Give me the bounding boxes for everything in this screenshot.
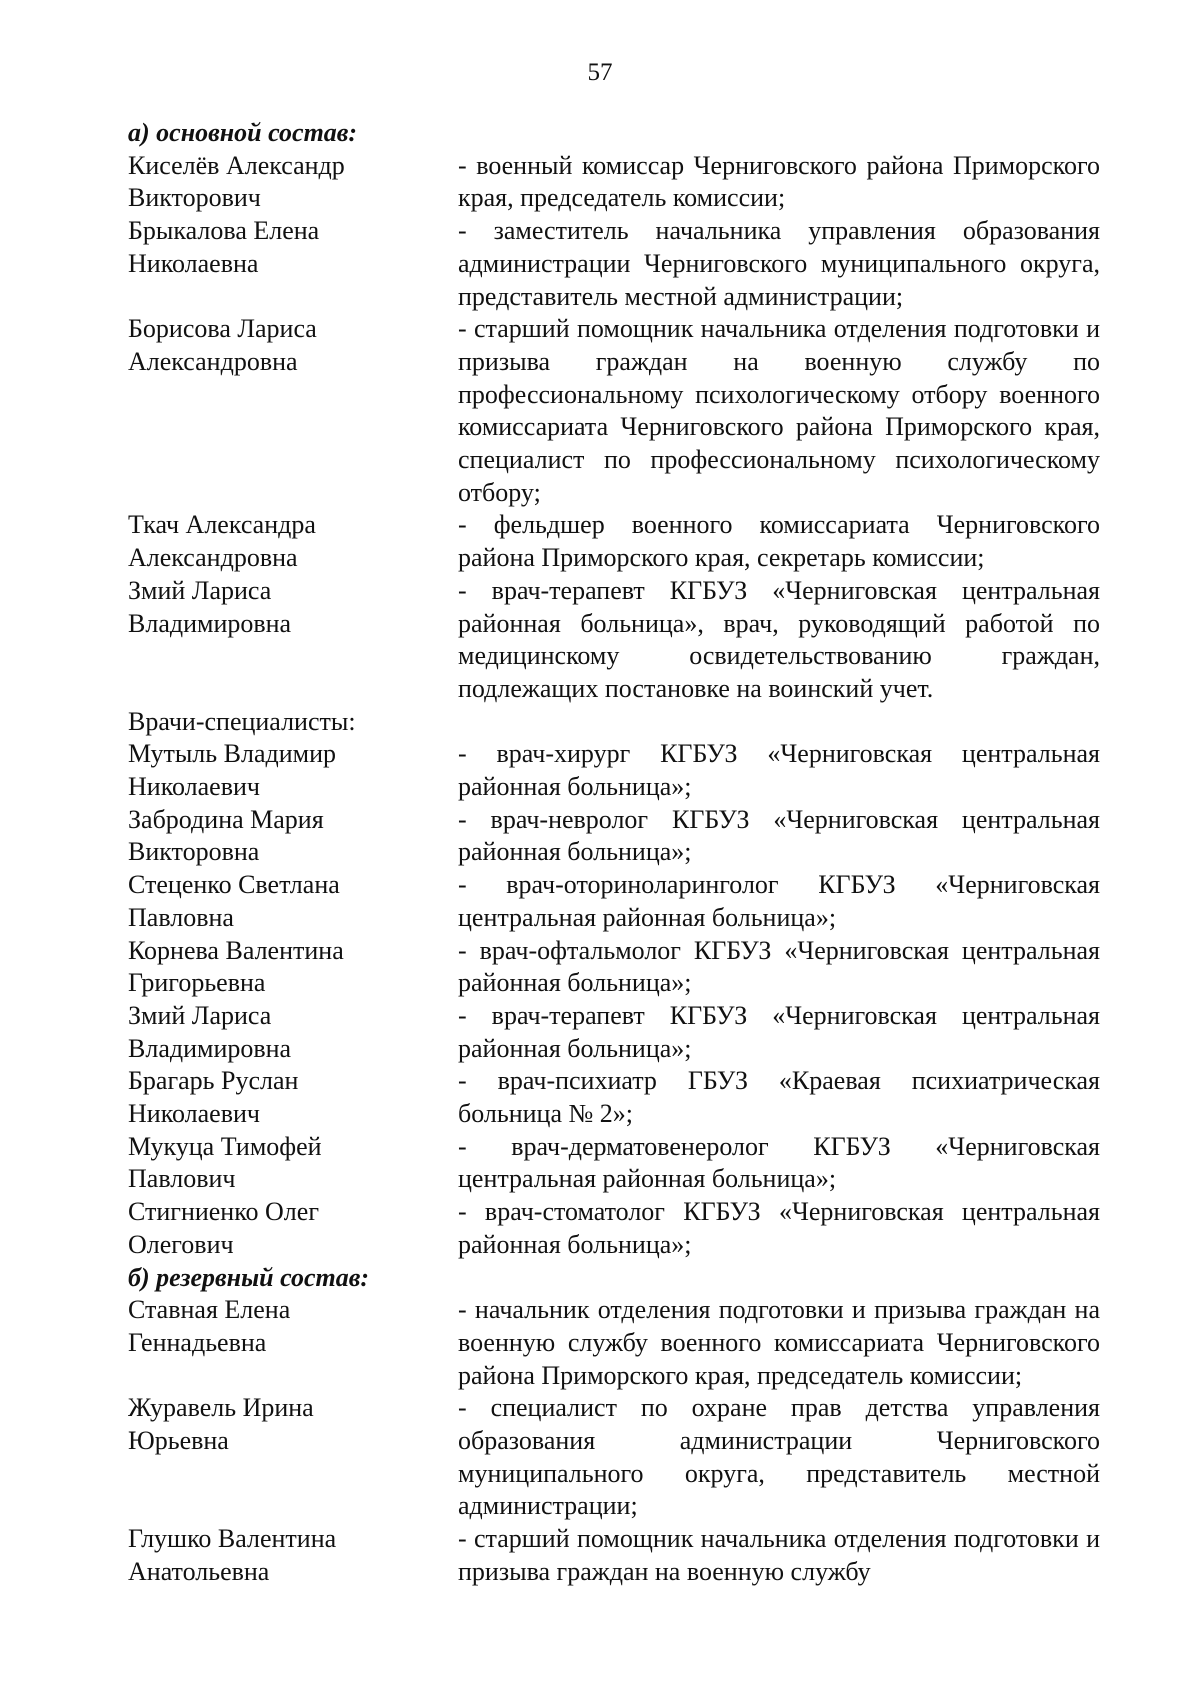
page-number: 57 <box>587 59 613 86</box>
member-surname-firstname: Журавель Ирина <box>128 1393 314 1423</box>
member-patronymic: Анатольевна <box>128 1556 270 1586</box>
member-name <box>128 313 458 509</box>
member-name <box>128 1131 458 1196</box>
commission-list <box>128 117 1100 1589</box>
member-name <box>128 1294 458 1392</box>
member-name <box>128 1065 458 1130</box>
member-name <box>128 804 458 869</box>
member-patronymic: Владимировна <box>128 1033 292 1063</box>
member-entry <box>128 738 1100 803</box>
member-role: - врач-офтальмолог КГБУЗ «Черниговская центральная районная больница»; <box>458 935 1100 998</box>
member-name <box>128 738 458 803</box>
member-surname-firstname: Змий Лариса <box>128 575 272 605</box>
member-entry <box>128 869 1100 934</box>
member-entry <box>128 150 1100 215</box>
member-patronymic: Александровна <box>128 543 298 573</box>
member-name <box>128 509 458 574</box>
member-surname-firstname: Забродина Мария <box>128 804 324 834</box>
member-surname-firstname: Глушко Валентина <box>128 1524 337 1554</box>
member-name <box>128 1523 458 1588</box>
member-surname-firstname: Ткач Александра <box>128 510 316 540</box>
member-entry <box>128 1294 1100 1392</box>
member-surname-firstname: Киселёв Александр <box>128 150 345 180</box>
member-surname-firstname: Ставная Елена <box>128 1295 291 1325</box>
member-role: - врач-стоматолог КГБУЗ «Черниговская центральная районная больница»; <box>458 1197 1100 1259</box>
member-patronymic: Николаевич <box>128 772 260 802</box>
member-name <box>128 215 458 313</box>
member-role: - врач-терапевт КГБУЗ «Черниговская центральная районная больница»; <box>458 1000 1100 1063</box>
member-name <box>128 1196 458 1261</box>
section-heading: б) резервный состав: <box>128 1262 369 1292</box>
member-entry <box>128 509 1100 574</box>
member-patronymic: Юрьевна <box>128 1426 229 1456</box>
member-entry <box>128 1000 1100 1065</box>
member-role: - врач-дерматовенеролог КГБУЗ «Черниговская центральная районная больница»; <box>458 1131 1100 1194</box>
member-role: - военный комиссар Черниговского района Приморского края, председатель комиссии; <box>458 150 1100 213</box>
member-role: - фельдшер военного комиссариата Черниговского района Приморского края, секретарь комиссии; <box>458 510 1100 573</box>
member-entry <box>128 935 1100 1000</box>
member-surname-firstname: Мутыль Владимир <box>128 739 336 769</box>
member-patronymic: Николаевна <box>128 248 259 278</box>
member-name <box>128 1000 458 1065</box>
member-entry <box>128 1523 1100 1588</box>
member-surname-firstname: Змий Лариса <box>128 1000 272 1030</box>
member-patronymic: Олегович <box>128 1229 234 1259</box>
member-entry <box>128 313 1100 509</box>
member-role: - врач-психиатр ГБУЗ «Краевая психиатрическая больница № 2»; <box>458 1066 1100 1129</box>
member-patronymic: Павлович <box>128 1164 236 1194</box>
member-role: - заместитель начальника управления образования администрации Черниговского муниципального округа, представитель местной администрации; <box>458 216 1100 311</box>
member-name <box>128 935 458 1000</box>
member-entry <box>128 575 1100 706</box>
member-entry <box>128 1196 1100 1261</box>
section-heading: а) основной состав: <box>128 118 358 147</box>
member-patronymic: Николаевич <box>128 1099 260 1129</box>
section-heading: Врачи-специалисты: <box>128 706 356 736</box>
member-surname-firstname: Мукуца Тимофей <box>128 1131 322 1161</box>
member-role: - специалист по охране прав детства управления образования администрации Черниговского муниципального округа, представитель местной администрации; <box>458 1393 1100 1521</box>
member-patronymic: Геннадьевна <box>128 1327 267 1357</box>
member-patronymic: Александровна <box>128 346 298 376</box>
member-role: - врач-невролог КГБУЗ «Черниговская центральная районная больница»; <box>458 804 1100 867</box>
member-patronymic: Викторович <box>128 183 261 213</box>
member-entry <box>128 1131 1100 1196</box>
member-entry <box>128 804 1100 869</box>
member-surname-firstname: Корнева Валентина <box>128 935 344 965</box>
member-role: - старший помощник начальника отделения подготовки и призыва граждан на военную службу <box>458 1524 1100 1586</box>
member-role: - врач-оториноларинголог КГБУЗ «Черниговская центральная районная больница»; <box>458 870 1100 932</box>
member-surname-firstname: Брагарь Руслан <box>128 1066 299 1096</box>
member-entry <box>128 215 1100 313</box>
member-patronymic: Викторовна <box>128 837 260 867</box>
member-role: - врач-хирург КГБУЗ «Черниговская центральная районная больница»; <box>458 739 1100 802</box>
member-name <box>128 575 458 706</box>
member-role: - начальник отделения подготовки и призыва граждан на военную службу военного комиссариата Черниговского района Приморского края, председатель комиссии; <box>458 1295 1100 1390</box>
member-patronymic: Григорьевна <box>128 968 266 998</box>
member-surname-firstname: Борисова Лариса <box>128 314 317 344</box>
member-entry <box>128 1392 1100 1523</box>
member-entry <box>128 1065 1100 1130</box>
member-name <box>128 869 458 934</box>
member-surname-firstname: Брыкалова Елена <box>128 216 320 246</box>
member-patronymic: Павловна <box>128 902 234 932</box>
member-role: - старший помощник начальника отделения подготовки и призыва граждан на военную службу по профессиональному психологическому отбору военного комиссариата Черниговского района Приморского края, специалист по профессиональному психологическому отбору; <box>458 314 1100 507</box>
member-surname-firstname: Стеценко Светлана <box>128 870 340 900</box>
member-role: - врач-терапевт КГБУЗ «Черниговская центральная районная больница», врач, руководящий работой по медицинскому освидетельствованию граждан, подлежащих постановке на воинский учет. <box>458 575 1100 703</box>
member-patronymic: Владимировна <box>128 608 292 638</box>
member-surname-firstname: Стигниенко Олег <box>128 1197 319 1227</box>
member-name <box>128 1392 458 1523</box>
member-name <box>128 150 458 215</box>
